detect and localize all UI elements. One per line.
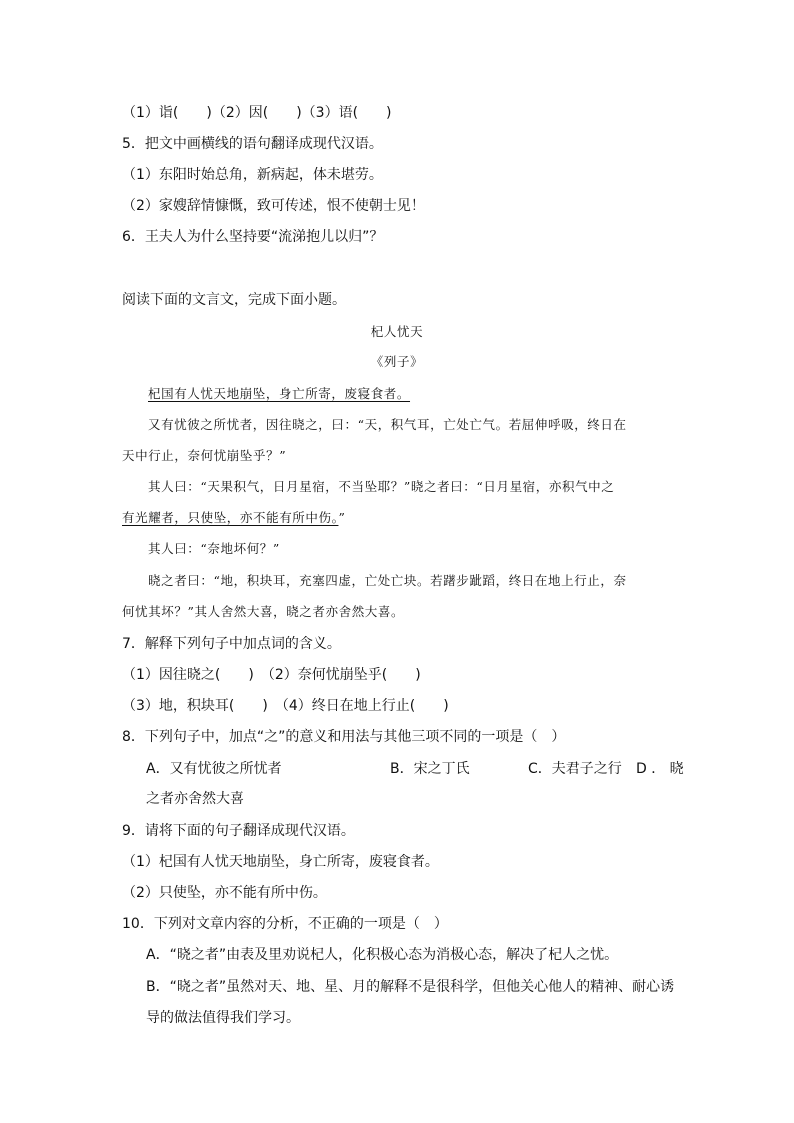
q8-stem: 8．下列句子中，加点“之”的意义和用法与其他三项不同的一项是（ ）: [122, 729, 566, 745]
q5-stem: 5．把文中画横线的语句翻译成现代汉语。: [122, 136, 383, 152]
q6-stem: 6．王夫人为什么坚持要“流涕抱儿以归”？: [122, 229, 384, 245]
passage-paragraph-5-line-2: 何忧其坏？”其人舍然大喜，晓之者亦舍然大喜。: [122, 604, 405, 619]
q5-sentence-2: （2）家嫂辞情慷慨，致可传述，恨不使朝士见！: [122, 198, 425, 214]
q10-option-b-line-2: 导的做法值得我们学习。: [146, 1010, 300, 1026]
q8-option-b: B．宋之丁氏: [390, 761, 470, 777]
reading-intro: 阅读下面的文言文，完成下面小题。: [122, 292, 346, 308]
q10-option-a: A．“晓之者”由表及里劝说杞人，化积极心态为消极心态，解决了杞人之忧。: [146, 947, 619, 963]
passage-paragraph-1: 杞国有人忧天地崩坠，身亡所寄，废寝食者。: [148, 386, 411, 401]
q7-row-2: （3）地，积块耳( ) （4）终日在地上行止( ): [122, 698, 449, 714]
passage-paragraph-3-line-1: 其人曰：“天果积气，日月星宿，不当坠耶？”晓之者曰：“日月星宿，亦积气中之: [148, 479, 615, 494]
passage-paragraph-5-line-1: 晓之者曰：“地，积块耳，充塞四虚，亡处亡块。若躇步跐蹈，终日在地上行止，奈: [148, 573, 627, 588]
q9-sentence-1: （1）杞国有人忧天地崩坠，身亡所寄，废寝食者。: [122, 854, 439, 870]
q8-option-c: C．夫君子之行: [528, 761, 622, 777]
passage-paragraph-4: 其人曰：“奈地坏何？”: [148, 541, 280, 556]
passage-underlined-sentence: 有光耀者，只使坠，亦不能有所中伤。: [122, 510, 339, 525]
q9-sentence-2: （2）只使坠，亦不能有所中伤。: [122, 885, 327, 901]
q7-stem: 7．解释下列句子中加点词的含义。: [122, 636, 341, 652]
q8-option-d-continued: 之者亦舍然大喜: [146, 791, 244, 807]
q8-option-a: A．又有忧彼之所忧者: [146, 761, 282, 777]
passage-paragraph-2-line-2: 天中行止，奈何忧崩坠乎？”: [122, 448, 287, 463]
q7-row-1: （1）因往晓之( ) （2）奈何忧崩坠乎( ): [122, 667, 421, 683]
passage-title: 杞人忧天: [370, 324, 424, 339]
q4-answer-line: （1）诣( )（2）因( )（3）语( ): [122, 105, 392, 121]
passage-paragraph-2-line-1: 又有忧彼之所忧者，因往晓之，曰：“天，积气耳，亡处亡气。若屈伸呼吸，终日在: [148, 417, 627, 432]
q5-sentence-1: （1）东阳时始总角，新病起，体未堪劳。: [122, 167, 383, 183]
q9-stem: 9．请将下面的句子翻译成现代汉语。: [122, 823, 355, 839]
passage-source: 《列子》: [370, 354, 424, 369]
q10-option-b-line-1: B．“晓之者”虽然对天、地、星、月的解释不是很科学，但他关心他人的精神、耐心诱: [146, 979, 675, 995]
q10-stem: 10．下列对文章内容的分析，不正确的一项是（ ）: [122, 916, 448, 932]
q8-option-d: D ． 晓: [636, 761, 684, 777]
passage-paragraph-3-line-2: 有光耀者，只使坠，亦不能有所中伤。”: [122, 510, 346, 525]
